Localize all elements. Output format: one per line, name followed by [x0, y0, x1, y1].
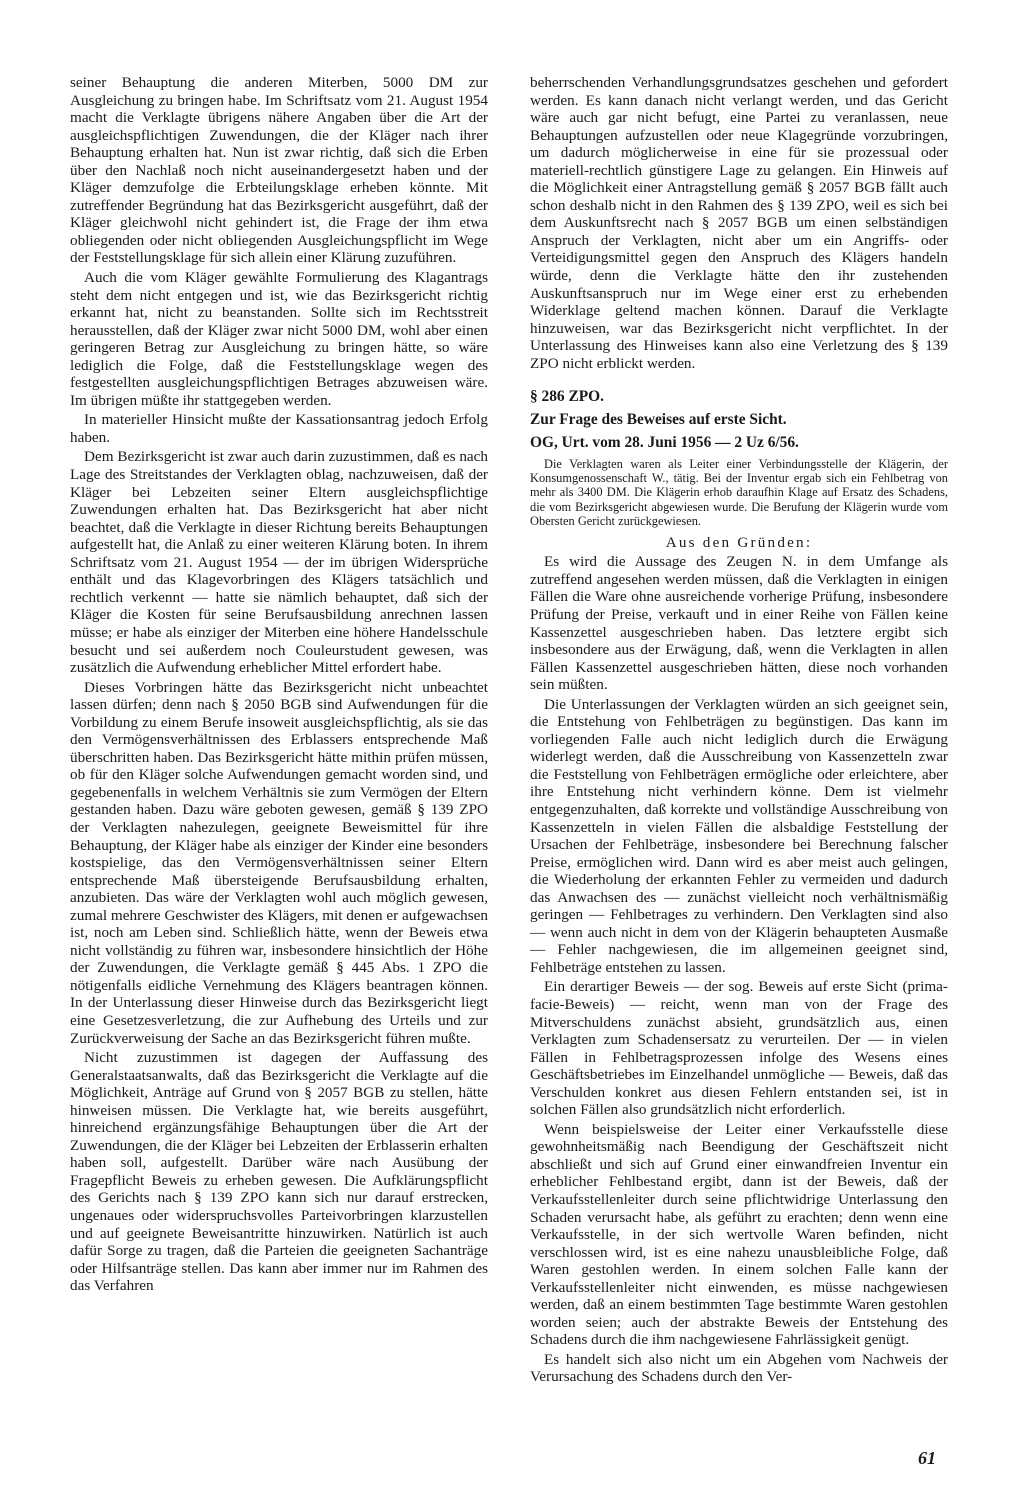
paragraph: Ein derartiger Beweis — der sog. Beweis auf erste Sicht (prima-facie-Beweis) — reicht, wenn man von der Frage des Mitverschuldens zunächst absieht, grundsätzlich aus, einen Verklagten zum Schadensersatz zu verurteilen. Der — in vielen Fällen in Fehlbetragsprozessen infolge des Wesens eines Geschäftsbetriebes im Einzelhandel unmögliche — Beweis, daß das Verschulden konkret aus diesen Fehlern entstanden sei, ist in solchen Fällen also grundsätzlich nicht erforderlich. — [530, 978, 948, 1119]
paragraph: Dem Bezirksgericht ist zwar auch darin zuzustimmen, daß es nach Lage des Streitstandes der Verklagten oblag, nachzuweisen, daß der Kläger bei Lebzeiten seiner Eltern ausgleichspflichtige Zuwendungen erhalten hat. Das Bezirksgericht hat aber nicht beachtet, daß die Verklagte in dieser Richtung bereits Behauptungen aufgestellt hat, die Anlaß zu einer weiteren Klärung boten. In ihrem Schriftsatz vom 21. August 1954 — der im übrigen Widersprüche enthält und das Klagevorbringen des Klägers tatsächlich und rechtlich verkennt — hatte sie nämlich behauptet, daß sich der Kläger die Kosten für seine Berufsausbildung anrechnen lassen müsse; er habe als einziger der Miterben eine höhere Handelsschule besucht und sei außerdem noch Couleurstudent gewesen, was zusätzlich die Aufwendung erheblicher Mittel erfordert habe. — [70, 448, 489, 677]
case-summary: Die Verklagten waren als Leiter einer Verbindungsstelle der Klägerin, der Konsumgenossenschaft W., tätig. Bei der Inventur ergab sich ein Fehlbetrag von mehr als 3400 DM. Die Klägerin erhob daraufhin Klage auf Ersatz des Schadens, die vom Bezirksgericht abgewiesen wurde. Die Berufung der Klägerin wurde vom Obersten Gericht zurückgewiesen. — [530, 457, 948, 528]
section-heading: § 286 ZPO. — [530, 388, 604, 406]
grounds-heading: Aus den Gründen: — [665, 533, 813, 551]
paragraph: Es wird die Aussage des Zeugen N. in dem Umfange als zutreffend angesehen werden müssen, daß die Verklagten in einigen Fällen die Ware ohne ausreichende vorherige Prüfung, insbesondere Prüfung der Preise, verkauft und in einer Reihe von Fällen keine Kassenzettel ausgeschrieben haben. Das letztere ergibt sich insbesondere aus der Erwägung, daß, wenn die Verklagten in allen Fällen Kassenzettel ausgeschrieben hätten, diese noch vorhanden sein müßten. — [530, 553, 948, 694]
continued-paragraph: beherrschenden Verhandlungsgrundsatzes geschehen und gefordert werden. Es kann danach nicht verlangt werden, und das Gericht wäre auch gar nicht befugt, eine Partei zu veranlassen, neue Behauptungen aufzustellen oder neue Klagegründe vorzubringen, um dadurch möglicherweise in eine für sie prozessual oder materiell-rechtlich günstigere Lage zu gelangen. Ein Hinweis auf die Möglichkeit einer Antragstellung gemäß § 2057 BGB fällt auch schon deshalb nicht in den Rahmen des § 139 ZPO, weil es sich bei dem Auskunftsrecht nach § 2057 BGB um einen selbständigen Anspruch der Verklagten, nicht aber um ein Angriffs- oder Verteidigungsmittel gegen den Anspruch des Klägers handeln würde, denn die Verklagte hätte den ihr zustehenden Auskunftsanspruch nur im Wege einer erst zu erhebenden Widerklage geltend machen können. Darauf die Verklagte hinzuweisen, war das Bezirksgericht nicht verpflichtet. In der Unterlassung des Hinweises kann also eine Verletzung des § 139 ZPO nicht erblickt werden. — [530, 74, 948, 372]
paragraph: Wenn beispielsweise der Leiter einer Verkaufsstelle diese gewohnheitsmäßig nach Beendigung der Geschäftszeit nicht abschließt und sich auf Grund einer einwandfreien Inventur ein erheblicher Fehlbestand ergibt, dann ist der Beweis, daß der Verkaufsstellenleiter durch seine pflichtwidrige Unterlassung den Schaden verursacht habe, als geführt zu erachten; denn wenn eine Verkaufsstelle, in der sich wertvolle Waren befinden, nicht verschlossen wird, ist es eine nahezu unausbleibliche Folge, daß Waren gestohlen werden. In einem solchen Falle kann der Verkaufsstellenleiter nicht einwenden, es müsse nachgewiesen werden, daß an einem bestimmten Tage bestimmte Waren gestohlen worden seien; auch der abstrakte Beweis der Entstehung des Schadens durch die ihm nachgewiesene Fahrlässigkeit genügt. — [530, 1120, 948, 1349]
paragraph: Auch die vom Kläger gewählte Formulierung des Klagantrags steht dem nicht entgegen und ist, wie das Bezirksgericht richtig erkannt hat, nicht zu beanstanden. Sollte sich im Rechtsstreit herausstellen, daß der Kläger zwar nicht 5000 DM, wohl aber einen geringeren Betrag zur Ausgleichung zu bringen hätte, so wäre lediglich die Folge, daß die Feststellungsklage wegen des festgestellten ausgleichungspflichtigen Betrages abzuweisen wäre. Im übrigen müßte ihr stattgegeben werden. — [70, 269, 488, 409]
section-heading: OG, Urt. vom 28. Juni 1956 — 2 Uz 6/56. — [530, 434, 799, 452]
left-text-column — [70, 74, 488, 1297]
section-heading: Zur Frage des Beweises auf erste Sicht. — [530, 411, 787, 429]
page-number: 61 — [918, 1448, 936, 1468]
paragraph: In materieller Hinsicht mußte der Kassationsantrag jedoch Erfolg haben. — [70, 411, 488, 446]
paragraph: Dieses Vorbringen hätte das Bezirksgericht nicht unbeachtet lassen dürfen; denn nach § 2050 BGB sind Aufwendungen für die Vorbildung zu einem Berufe insoweit ausgleichspflichtig, als sie das den Vermögensverhältnissen des Erblassers entsprechende Maß überschritten haben. Das Bezirksgericht hätte mithin prüfen müssen, ob für den Kläger solche Aufwendungen gemacht worden sind, und gegebenenfalls in welchem Verhältnis sie zum Vermögen der Eltern gestanden haben. Dazu wäre geboten gewesen, gemäß § 139 ZPO der Verklagten nahezulegen, geeignete Beweismittel für ihre Behauptung, der Kläger habe als einziger der Kinder eine besonders kostspielige, das den Vermögensverhältnissen seiner Eltern entsprechende Maß übersteigende Berufsausbildung erhalten, anzubieten. Das wäre der Verklagten wohl auch möglich gewesen, zumal mehrere Geschwister des Klägers, mit denen er aufgewachsen ist, noch am Leben sind. Schließlich hätte, wenn der Beweis etwa nicht vollständig zu führen war, insbesondere hinsichtlich der Höhe der Zuwendungen, die Verklagte gemäß § 445 Abs. 1 ZPO die nötigenfalls eidliche Vernehmung des Klägers beantragen können. In der Unterlassung dieser Hinweise durch das Bezirksgericht liegt eine Gesetzesverletzung, die zur Aufhebung des Urteils und zur Zurückverweisung der Sache an das Bezirksgericht führen mußte. — [70, 678, 488, 1047]
paragraph: Es handelt sich also nicht um ein Abgehen vom Nachweis der Verursachung des Schadens durch den Ver- — [530, 1350, 948, 1386]
paragraph: Die Unterlassungen der Verklagten würden an sich geeignet sein, die Entstehung von Fehlbeträgen zu begünstigen. Das kann im vorliegenden Falle auch nicht lediglich durch die Erwägung widerlegt werden, daß die Ausschreibung von Kassenzetteln zwar die Feststellung von Fehlbeträgen ermögliche oder erleichtere, aber ihre Entstehung nicht verhindern könne. Dem ist vielmehr entgegenzuhalten, daß korrekte und vollständige Ausschreibung von Kassenzetteln in vielen Fällen die alsbaldige Feststellung der Ursachen der Fehlbeträge, insbesondere bei Berechnung falscher Preise, ermöglichen wird. Dann wird es aber meist auch gelingen, die Wiederholung der erkannten Fehler zu vermeiden und dadurch das Anwachsen des — zunächst vielleicht noch verhältnismäßig geringen — Fehlbetrages zu verhindern. Den Verklagten sind also — wenn auch nicht in dem von der Klägerin behaupteten Ausmaße — Fehler nachgewiesen, die im allgemeinen geeignet sind, Fehlbeträge entstehen zu lassen. — [530, 695, 948, 976]
right-text-column — [530, 74, 948, 1388]
continued-paragraph: seiner Behauptung die anderen Miterben, 5000 DM zur Ausgleichung zu bringen habe. Im Schriftsatz vom 21. August 1954 macht die Verklagte übrigens nähere Angaben über die Art der ausgleichspflichtigen Zuwendungen, die der Kläger nach ihrer Behauptung erhalten hat. Nun ist zwar richtig, daß sich die Erben über den Nachlaß noch nicht auseinandergesetzt haben und der Kläger demzufolge die Erbteilungsklage erheben könnte. Mit zutreffender Begründung hat das Bezirksgericht ausgeführt, daß der Kläger gleichwohl nicht gehindert ist, die Frage der ihm etwa obliegenden oder nicht obliegenden Ausgleichungspflicht im Wege der Feststellungsklage für sich allein einer Klärung zuzuführen. — [70, 74, 488, 267]
paragraph: Nicht zuzustimmen ist dagegen der Auffassung des Generalstaatsanwalts, daß das Bezirksgericht die Verklagte auf die Möglichkeit, Anträge auf Grund von § 2057 BGB zu stellen, hätte hinweisen müssen. Die Verklagte hat, wie bereits ausgeführt, hinreichend ergänzungsfähige Behauptungen über die Art der Zuwendungen, die der Kläger bei Lebzeiten der Erblasserin erhalten haben soll, aufgestellt. Darüber wäre nach Ausübung der Fragepflicht Beweis zu erheben gewesen. Die Aufklärungspflicht des Gerichts nach § 139 ZPO kann sich nur darauf erstrecken, ungenaues oder widerspruchsvolles Parteivorbringen klarzustellen und auf geeignete Beweisantritte hinzuwirken. Natürlich ist auch dafür Sorge zu tragen, daß die Parteien die geeigneten Sachanträge oder Hilfsanträge stellen. Das kann aber immer nur im Rahmen des das Verfahren — [70, 1049, 488, 1295]
